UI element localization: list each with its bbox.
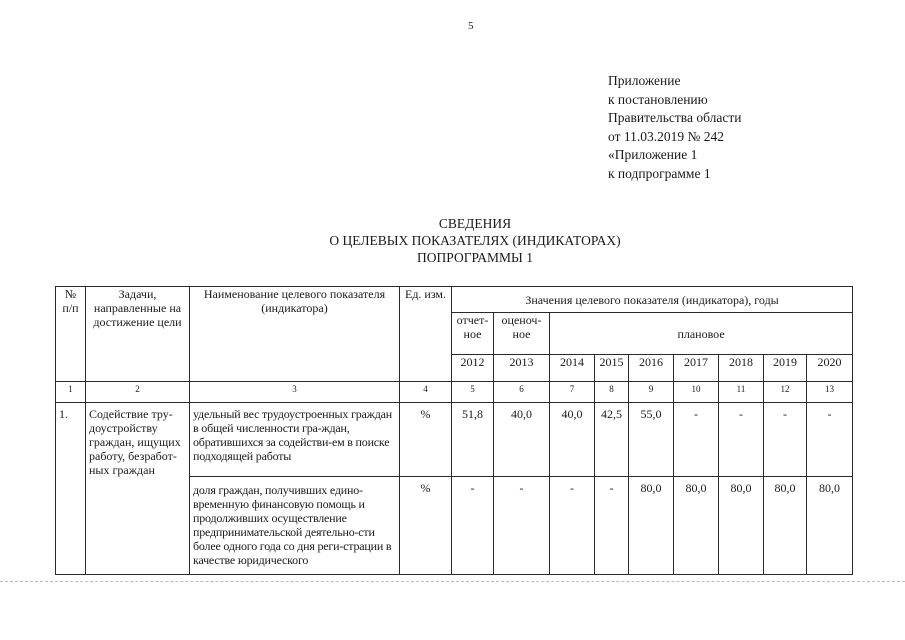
column-number-row <box>56 382 853 403</box>
page-edge-divider <box>0 581 905 582</box>
title-line: СВЕДЕНИЯ <box>438 216 512 231</box>
value-cell: 55,0 <box>629 403 674 477</box>
header-values: Значения целевого показателя (индикатора), годы <box>452 287 853 313</box>
header-reported: отчет-ное <box>452 313 494 355</box>
year-cell: 2020 <box>807 355 853 382</box>
value-cell: - <box>595 477 629 575</box>
appendix-line: к постановлению <box>608 91 708 107</box>
header-indicator-name: Наименование целевого показателя (индикатора) <box>190 287 400 382</box>
value-cell: 42,5 <box>595 403 629 477</box>
value-cell: 80,0 <box>674 477 719 575</box>
value-cell: 40,0 <box>550 403 595 477</box>
header-planned: плановое <box>550 313 853 355</box>
column-number: 7 <box>550 382 595 403</box>
value-cell: - <box>719 403 764 477</box>
header-unit: Ед. изм. <box>400 287 452 382</box>
column-number: 1 <box>56 382 86 403</box>
value-cell: 80,0 <box>629 477 674 575</box>
document-title <box>255 215 695 266</box>
year-cell: 2018 <box>719 355 764 382</box>
value-cell: 80,0 <box>764 477 807 575</box>
value-cell: - <box>674 403 719 477</box>
row-unit: % <box>400 477 452 575</box>
year-cell: 2014 <box>550 355 595 382</box>
value-cell: - <box>494 477 550 575</box>
year-cell: 2013 <box>494 355 550 382</box>
value-cell: - <box>807 403 853 477</box>
year-cell: 2017 <box>674 355 719 382</box>
title-line: ПОПРОГРАММЫ 1 <box>417 250 533 265</box>
table-row <box>56 403 853 477</box>
year-cell: 2019 <box>764 355 807 382</box>
title-line: О ЦЕЛЕВЫХ ПОКАЗАТЕЛЯХ (ИНДИКАТОРАХ) <box>329 233 621 248</box>
header-tasks: Задачи, направленные на достижение цели <box>86 287 190 382</box>
column-number: 8 <box>595 382 629 403</box>
year-cell: 2012 <box>452 355 494 382</box>
year-cell: 2015 <box>595 355 629 382</box>
column-number: 5 <box>452 382 494 403</box>
appendix-line: к подпрограмме 1 <box>608 165 711 181</box>
column-number: 10 <box>674 382 719 403</box>
column-number: 3 <box>190 382 400 403</box>
value-cell: 51,8 <box>452 403 494 477</box>
appendix-line: «Приложение 1 <box>608 147 698 162</box>
page-number: 5 <box>468 20 474 32</box>
header-estimated: оценоч-ное <box>494 313 550 355</box>
year-cell: 2016 <box>629 355 674 382</box>
value-cell: - <box>452 477 494 575</box>
appendix-line: от 11.03.2019 № 242 <box>608 128 724 144</box>
column-number: 2 <box>86 382 190 403</box>
column-number: 12 <box>764 382 807 403</box>
value-cell: 80,0 <box>719 477 764 575</box>
column-number: 11 <box>719 382 764 403</box>
row-indicator-text: доля граждан, получивших едино-временную финансовую помощь и продолживших осуществление предпринимательской деятельно-сти более одного года со дня реги-страции в качестве юридического <box>193 483 392 567</box>
header-num: № п/п <box>56 287 86 382</box>
value-cell: - <box>764 403 807 477</box>
column-number: 13 <box>807 382 853 403</box>
row-unit: % <box>400 403 452 477</box>
column-number: 9 <box>629 382 674 403</box>
indicators-table <box>55 286 853 575</box>
value-cell: 80,0 <box>807 477 853 575</box>
column-number: 6 <box>494 382 550 403</box>
appendix-block <box>608 72 741 183</box>
column-number: 4 <box>400 382 452 403</box>
row-indicator <box>190 477 400 575</box>
value-cell: - <box>550 477 595 575</box>
appendix-line: Правительства области <box>608 110 742 125</box>
value-cell: 40,0 <box>494 403 550 477</box>
row-indicator: удельный вес трудоустроенных граждан в общей численности гра-ждан, обратившихся за содействи-ем в поиске подходящей работы <box>190 403 400 477</box>
appendix-line: Приложение <box>608 73 681 88</box>
row-task: Содействие тру-доустройству граждан, ищущих работу, безработ-ных граждан <box>86 403 190 575</box>
row-num: 1. <box>56 403 86 575</box>
